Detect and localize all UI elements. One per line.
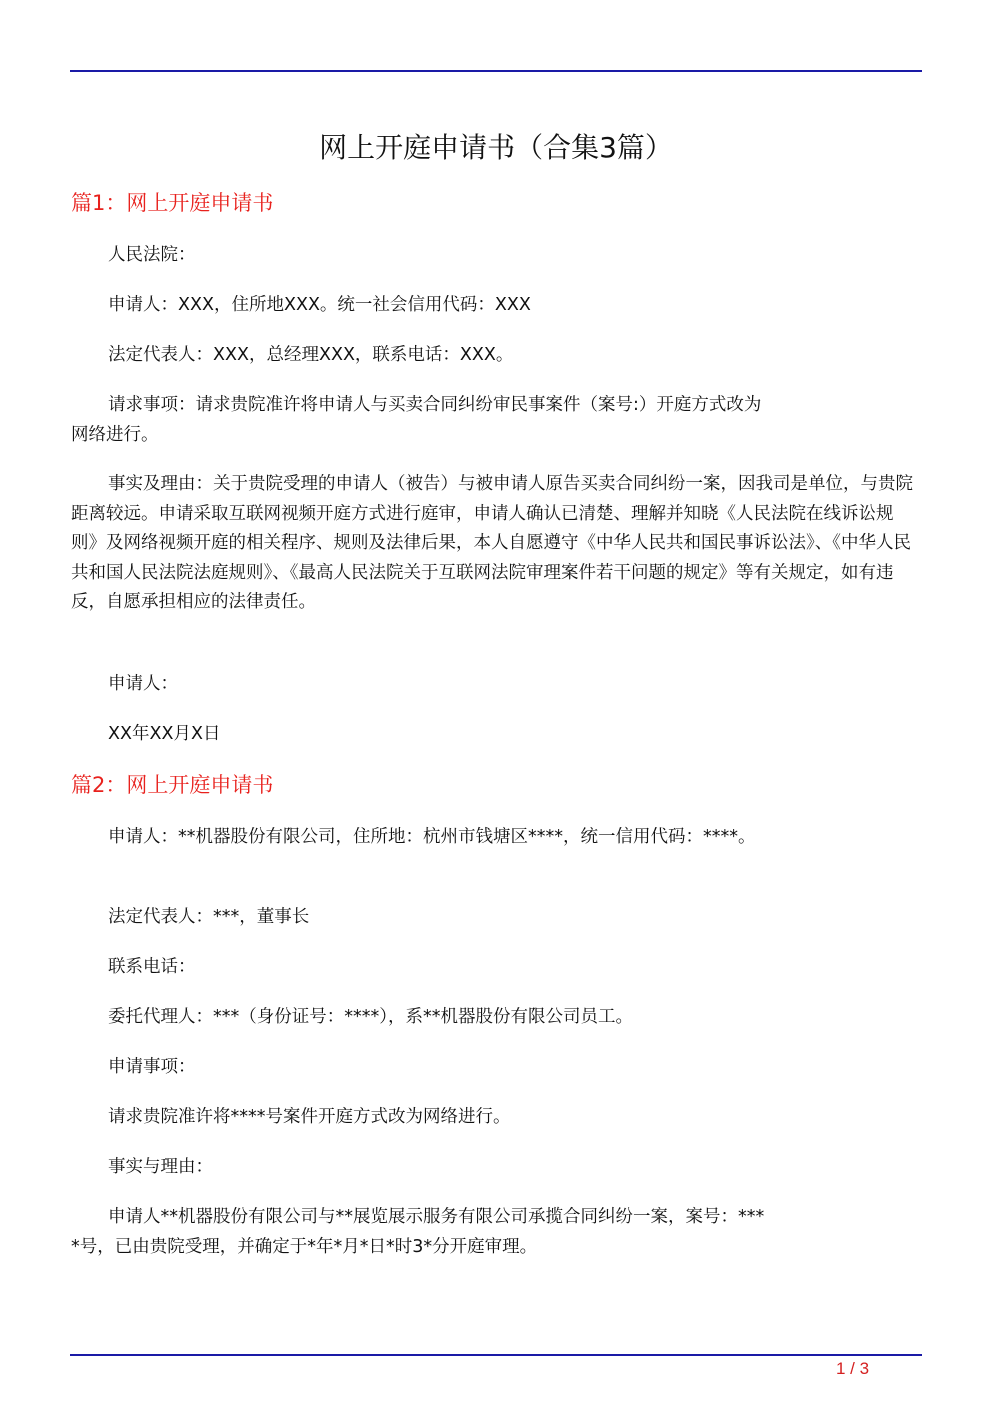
paragraph-facts-label: 事实与理由： [108,1157,213,1177]
header-rule [70,70,922,72]
paragraph-applicant: 申请人：XXX，住所地XXX。统一社会信用代码：XXX [108,295,531,315]
paragraph-applicant-2: 申请人：**机器股份有限公司，住所地：杭州市钱塘区****，统一信用代码：****。 [108,827,756,847]
paragraph-facts-reasons: 事实及理由：关于贵院受理的申请人（被告）与被申请人原告买卖合同纠纷一案，因我司是单位，与贵院距离较远。申请采取互联网视频开庭方式进行庭审，申请人确认已清楚、理解并知晓《人民法院在线诉讼规则》及网络视频开庭的相关程序、规则及法律后果，本人自愿遵守《中华人民共和国民事诉讼法》、《中华人民共和国人民法院法庭规则》、《最高人民法院关于互联网法院审理案件若干问题的规定》等有关规定，如有违反，自愿承担相应的法律责任。 [71,474,913,612]
paragraph-facts-2: 申请人**机器股份有限公司与**展览展示服务有限公司承揽合同纠纷一案，案号：****号，已由贵院受理，并确定于*年*月*日*时3*分开庭审理。 [71,1207,765,1257]
paragraph-legal-rep: 法定代表人：XXX，总经理XXX，联系电话：XXX。 [108,345,514,365]
document-title: 网上开庭申请书（合集3篇） [319,131,673,164]
paragraph-request-label: 申请事项： [108,1057,196,1077]
section-heading-2: 篇2：网上开庭申请书 [71,773,274,797]
paragraph-agent: 委托代理人：***（身份证号：****），系**机器股份有限公司员工。 [108,1007,633,1027]
paragraph-request-2: 请求贵院准许将****号案件开庭方式改为网络进行。 [108,1107,511,1127]
paragraph-phone: 联系电话： [108,957,196,977]
section-heading-1: 篇1：网上开庭申请书 [71,191,274,215]
footer-rule [70,1354,922,1356]
paragraph-signature: 申请人： [108,674,178,694]
paragraph-request: 请求事项：请求贵院准许将申请人与买卖合同纠纷审民事案件（案号:）开庭方式改为网络进行。 [71,395,762,445]
page-number: 1 / 3 [836,1359,870,1378]
paragraph-date: XX年XX月X日 [108,724,221,744]
paragraph-legal-rep-2: 法定代表人：***，董事长 [108,907,310,927]
paragraph-addressee: 人民法院： [108,245,196,265]
